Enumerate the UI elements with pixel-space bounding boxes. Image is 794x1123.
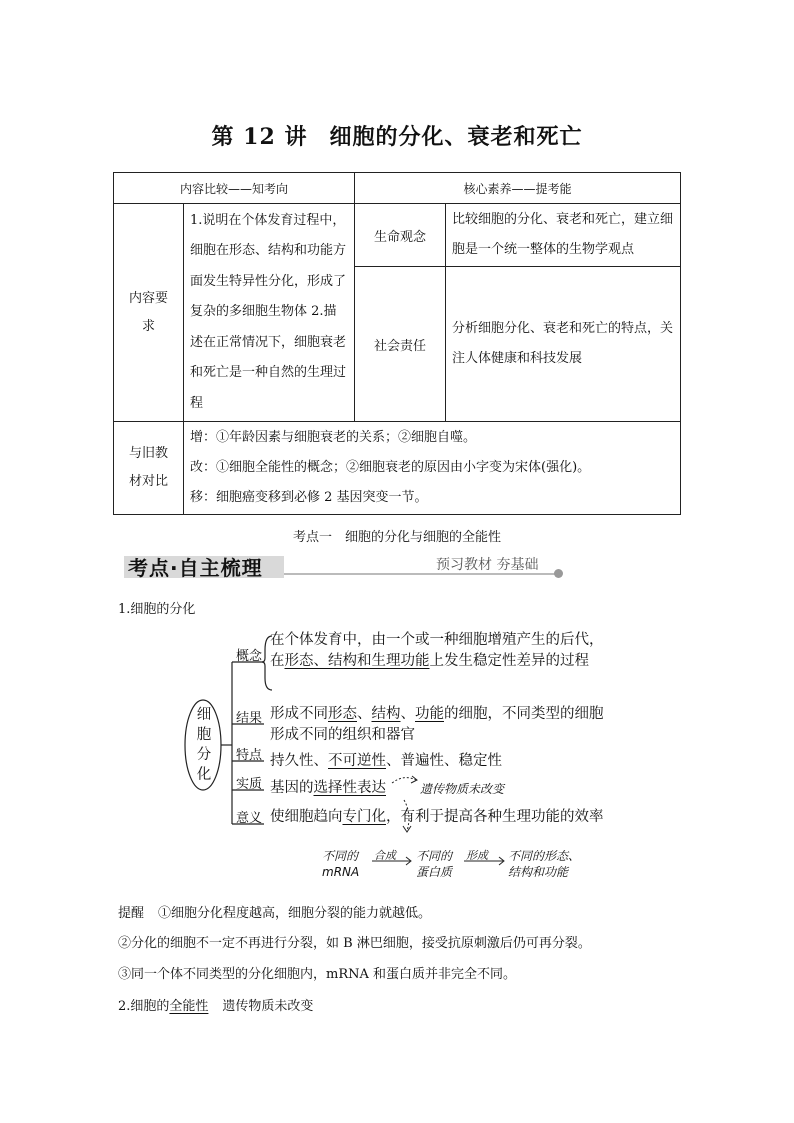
section-title: 考点一 细胞的分化与细胞的全能性 [292,530,501,545]
lecture-topic: 细胞的分化、衰老和死亡 [329,124,583,150]
banner-dot-icon [554,569,563,578]
literacy-desc: 分析细胞分化、衰老和死亡的特点，关注人体健康和科技发展 [446,267,681,422]
essence-text: 基因的选择性表达 [270,780,386,796]
branch-label-result: 结果 [236,711,263,726]
item-totipotency: 2.细胞的全能性 遗传物质未改变 [118,999,314,1014]
concept-text: 在个体发育中，由一个或一种细胞增殖产生的后代，在形态、结构和生理功能上发生稳定性差异的过程 [270,632,604,669]
reminder-3: ③同一个体不同类型的分化细胞内，mRNA 和蛋白质并非完全不同。 [118,967,517,982]
branch-label-essence: 实质 [236,777,263,792]
old-textbook-compare-label: 与旧教材对比 [114,422,184,515]
page-title [0,120,794,151]
branch-label-feature: 特点 [236,748,263,763]
hw-mrna: 不同的 mRNA [322,849,360,879]
banner-title: 考点·自主梳理 [128,556,263,580]
compare-line: 增：①年龄因素与细胞衰老的关系；②细胞自噬。 [190,430,477,445]
result-text: 形成不同形态、结构、功能的细胞，不同类型的细胞形成不同的组织和器官 [270,706,604,743]
literacy-name: 社会责任 [355,267,446,422]
item-cell-differentiation: 1.细胞的分化 [118,602,196,617]
table-header-left: 内容比较——知考向 [114,173,355,204]
banner-subtitle: 预习教材 夯基础 [436,557,539,573]
reminder-1: 提醒 ①细胞分化程度越高，细胞分裂的能力就越低。 [118,906,432,921]
requirements-table [113,172,681,515]
essence-handwritten-note: 遗传物质未改变 [420,782,505,796]
hw-protein: 不同的 蛋白质 [416,849,453,879]
hw-result: 不同的形态、 结构和功能 [508,849,581,879]
concept-map-center: 细胞分化 [196,707,212,783]
section-banner [124,552,566,582]
compare-line: 改：①细胞全能性的概念；②细胞衰老的原因由小字变为宋体(强化)。 [190,460,591,475]
table-header-right: 核心素养——提考能 [355,173,681,204]
branch-label-concept: 概念 [236,649,263,664]
literacy-desc: 比较细胞的分化、衰老和死亡，建立细胞是一个统一整体的生物学观点 [446,204,681,267]
hw-arrow-form-label: 形成 [466,849,488,862]
branch-label-meaning: 意义 [236,811,263,826]
reminder-label: 提醒 [118,906,145,921]
hw-arrow-synthesis-label: 合成 [374,849,396,862]
literacy-name: 生命观念 [355,204,446,267]
compare-line: 移：细胞癌变移到必修 2 基因突变一节。 [190,490,428,505]
content-requirement-label: 内容要求 [114,204,184,422]
meaning-text: 使细胞趋向专门化，有利于提高各种生理功能的效率 [270,809,604,825]
content-requirement-text: 1.说明在个体发育过程中，细胞在形态、结构和功能方面发生特异性分化，形成了复杂的多细胞生物体 2.描述在正常情况下，细胞衰老和死亡是一种自然的生理过程 [184,204,355,422]
feature-text: 持久性、不可逆性、普遍性、稳定性 [270,753,502,769]
reminder-2: ②分化的细胞不一定不再进行分裂，如 B 淋巴细胞，接受抗原刺激后仍可再分裂。 [118,936,591,951]
lecture-number: 第 12 讲 [211,124,308,150]
old-textbook-compare-content [184,422,681,515]
